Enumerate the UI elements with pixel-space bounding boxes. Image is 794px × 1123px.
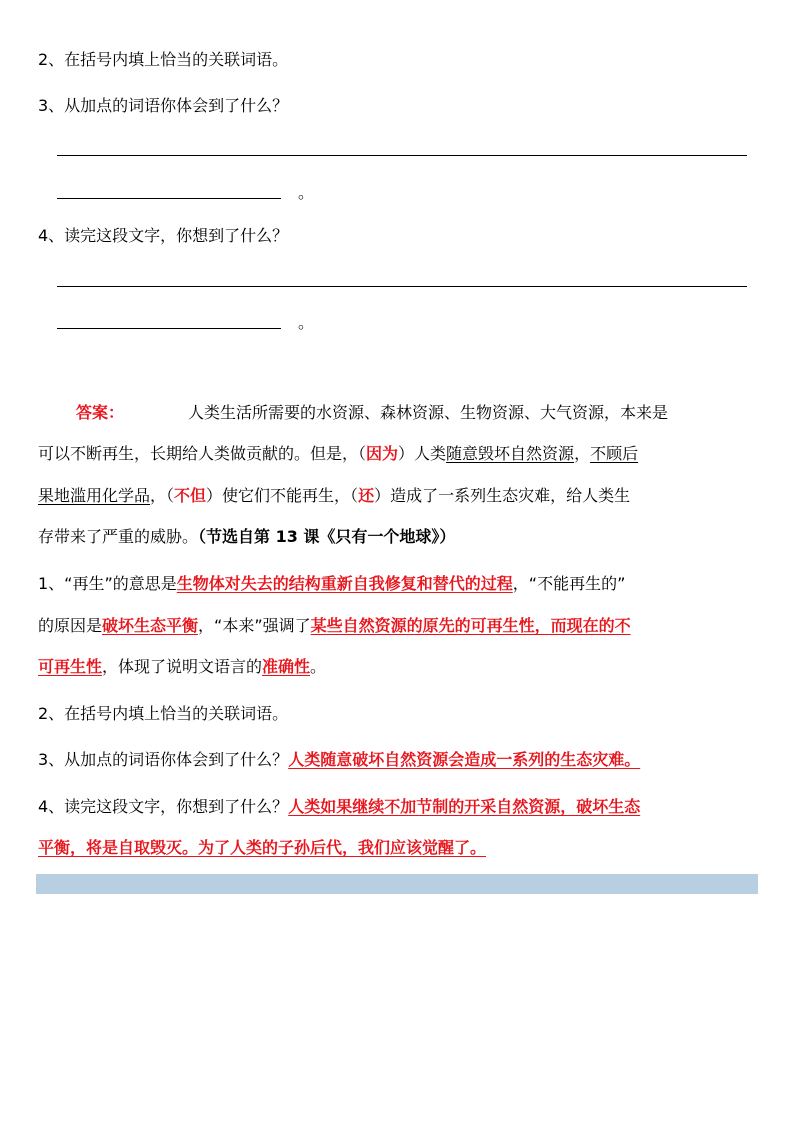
- passage-line-4: [38, 527, 455, 547]
- answer-1-line-3: [38, 657, 326, 677]
- answer-text: 的原因是: [38, 616, 103, 635]
- answer-highlight: 可再生性: [38, 657, 103, 676]
- answer-4-line-2: [38, 838, 486, 858]
- blank-answer-because: 因为: [366, 444, 399, 463]
- period: 。: [298, 313, 315, 332]
- answer-blank-line-short: [57, 328, 281, 329]
- passage-line-2: [38, 444, 638, 464]
- answer-label-text: 答案：: [76, 403, 125, 422]
- passage-line-3: [38, 486, 630, 506]
- answer-4-line-1: [38, 797, 640, 817]
- footer-bar: [36, 874, 758, 894]
- answer-text: 1、“再生”的意思是: [38, 574, 177, 593]
- answer-blank-line: [57, 286, 747, 287]
- answer-1-line-1: [38, 574, 625, 594]
- passage-text: 可以不断再生，长期给人类做贡献的。但是，（: [38, 444, 367, 463]
- answer-blank-line-short: [57, 198, 281, 199]
- answer-2: 2、在括号内填上恰当的关联词语。: [38, 704, 289, 723]
- question-3: 3、从加点的词语你体会到了什么？: [38, 96, 289, 115]
- answer-text: ，“不能再生的”: [512, 574, 626, 593]
- passage-text: 存带来了严重的威胁。: [38, 527, 199, 546]
- underlined-phrase: 果地滥用化学品: [38, 486, 151, 505]
- underlined-phrase: 随意毁坏自然资源: [446, 444, 575, 463]
- answer-text: ，“本来”强调了: [198, 616, 311, 635]
- answer-highlight: 生物体对失去的结构重新自我修复和替代的过程: [176, 574, 513, 593]
- passage-text: ，: [574, 444, 591, 463]
- question-2: 2、在括号内填上恰当的关联词语。: [38, 50, 289, 69]
- blank-answer-not-only: 不但: [174, 486, 207, 505]
- answer-highlight: 人类随意破坏自然资源会造成一系列的生态灾难。: [288, 750, 641, 769]
- answer-highlight: 破坏生态平衡: [102, 616, 199, 635]
- blank-answer-also: 还: [358, 486, 375, 505]
- period: 。: [298, 183, 315, 202]
- answer-question: 4、读完这段文字，你想到了什么？: [38, 797, 289, 816]
- answer-highlight: 某些自然资源的原先的可再生性，而现在的不: [310, 616, 631, 635]
- answer-highlight: 准确性: [262, 657, 311, 676]
- answer-highlight: 人类如果继续不加节制的开采自然资源，破坏生态: [288, 797, 641, 816]
- answer-text: ，体现了说明文语言的: [102, 657, 263, 676]
- answer-label: [76, 403, 124, 423]
- answer-blank-line: [57, 155, 747, 156]
- answer-highlight: 平衡，将是自取毁灭。为了人类的子孙后代，我们应该觉醒了。: [38, 838, 487, 857]
- answer-3: [38, 750, 640, 770]
- passage-text: ）造成了一系列生态灾难，给人类生: [374, 486, 631, 505]
- answer-text: 。: [310, 657, 327, 676]
- passage-text: ）人类: [398, 444, 447, 463]
- question-4: 4、读完这段文字，你想到了什么？: [38, 226, 289, 245]
- source-note: （节选自第 13 课《只有一个地球》）: [198, 527, 456, 546]
- passage-text: ）使它们不能再生，（: [206, 486, 359, 505]
- underlined-phrase: 不顾后: [590, 444, 639, 463]
- passage-text: ，（: [150, 486, 175, 505]
- answer-question: 3、从加点的词语你体会到了什么？: [38, 750, 289, 769]
- answer-1-line-2: [38, 616, 631, 636]
- passage-line-1: 人类生活所需要的水资源、森林资源、生物资源、大气资源，本来是: [188, 403, 669, 422]
